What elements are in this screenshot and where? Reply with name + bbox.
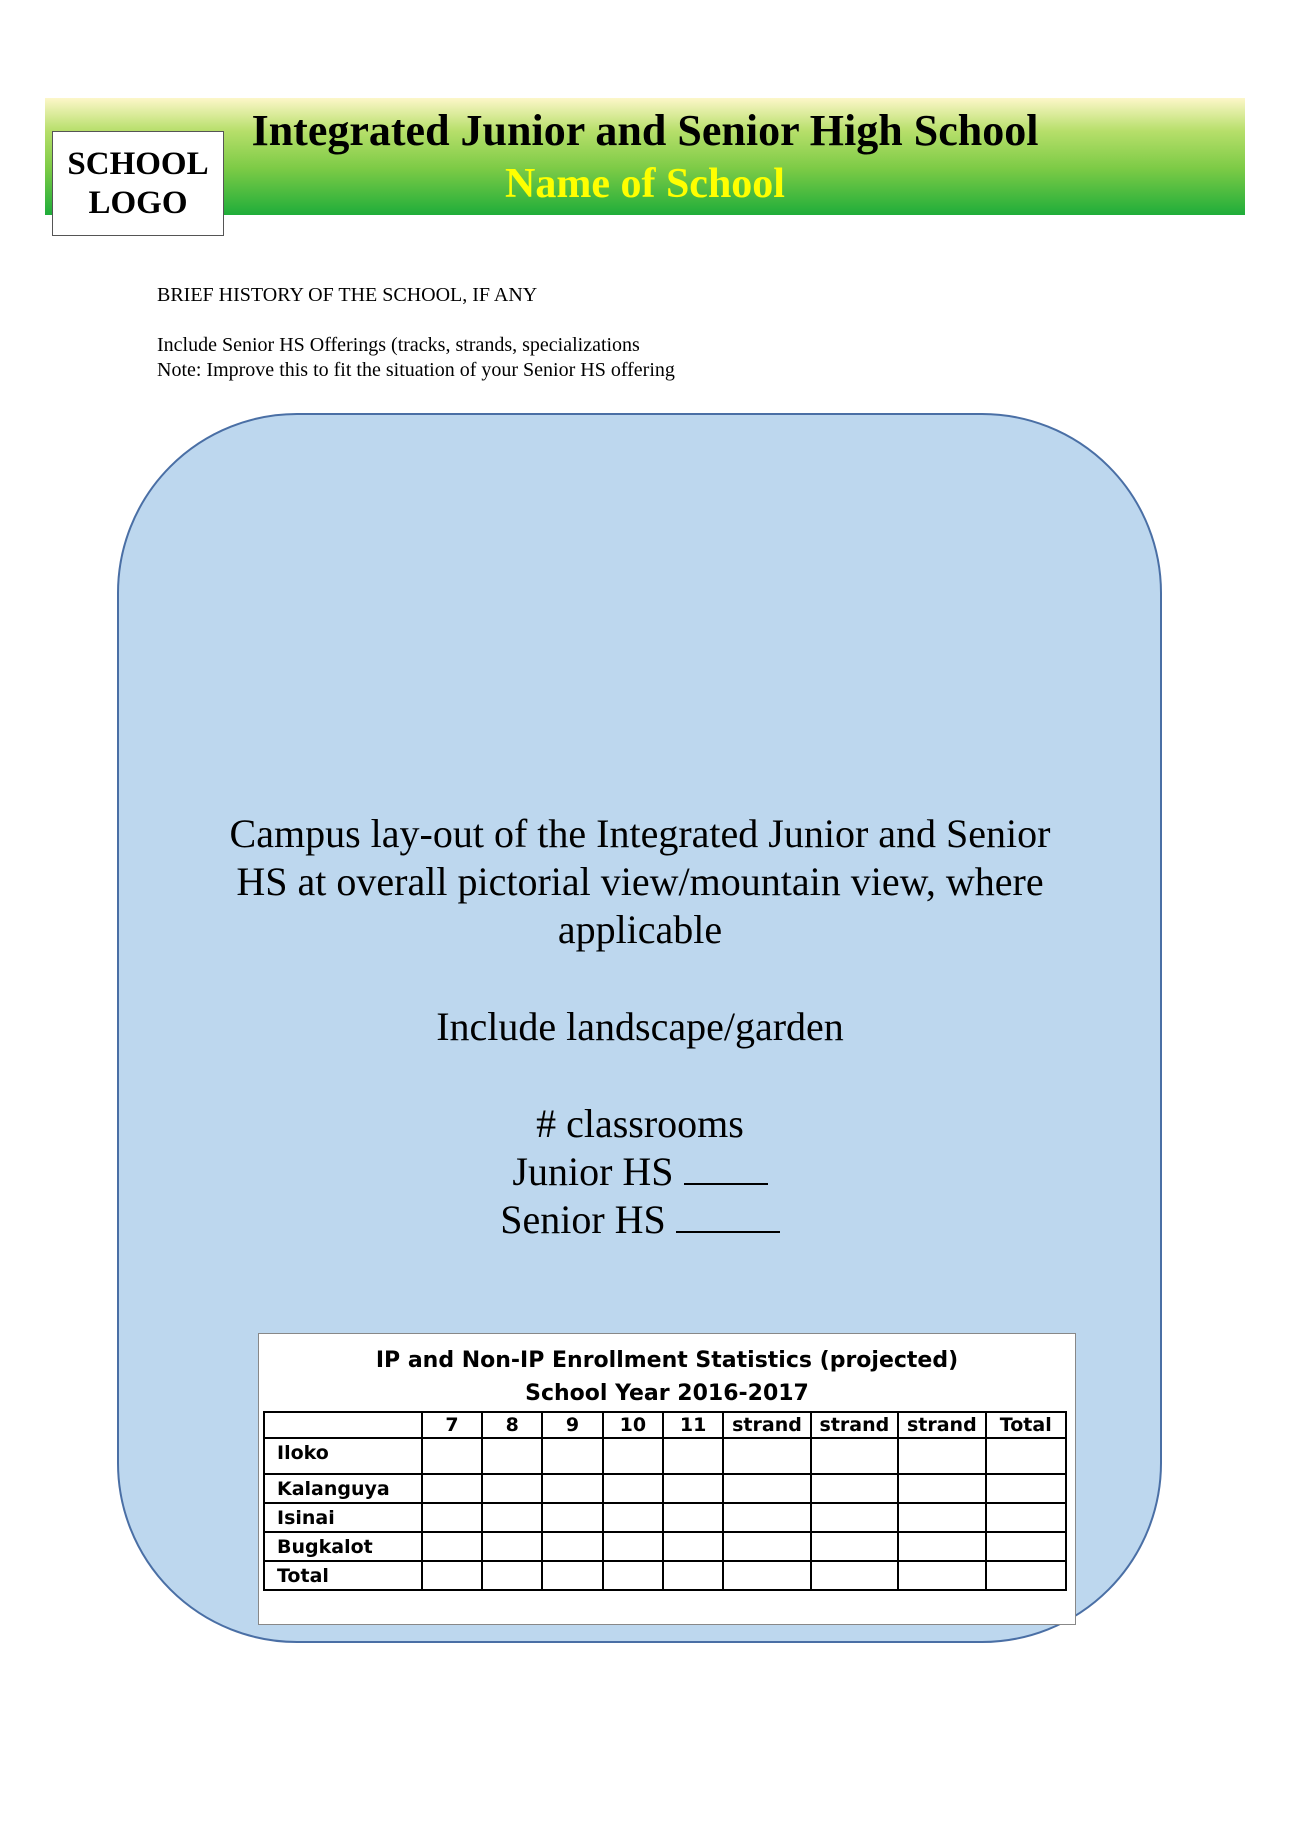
table-cell[interactable] (482, 1561, 542, 1590)
junior-hs-label: Junior HS (512, 1149, 684, 1194)
table-cell[interactable] (723, 1438, 810, 1474)
table-cell[interactable] (811, 1503, 898, 1532)
table-cell[interactable] (482, 1438, 542, 1474)
table-cell[interactable] (811, 1474, 898, 1503)
table-cell[interactable] (898, 1474, 985, 1503)
school-logo-placeholder (52, 131, 224, 236)
school-name: Name of School (505, 161, 785, 207)
table-row (264, 1438, 1066, 1474)
table-cell[interactable] (422, 1561, 482, 1590)
brief-history-heading: BRIEF HISTORY OF THE SCHOOL, IF ANY (157, 284, 538, 306)
table-cell[interactable] (542, 1561, 602, 1590)
table-row (264, 1532, 1066, 1561)
table-cell[interactable] (986, 1503, 1066, 1532)
table-cell[interactable] (663, 1474, 723, 1503)
table-cell[interactable] (811, 1438, 898, 1474)
landscape-note: Include landscape/garden (436, 1004, 844, 1049)
table-cell[interactable] (422, 1532, 482, 1561)
table-row (264, 1503, 1066, 1532)
table-cell[interactable] (542, 1474, 602, 1503)
table-cell[interactable] (422, 1474, 482, 1503)
enrollment-table (263, 1411, 1067, 1591)
table-cell[interactable] (603, 1503, 663, 1532)
table-cell[interactable] (723, 1561, 810, 1590)
table-cell[interactable] (723, 1474, 810, 1503)
column-header: strand (811, 1412, 898, 1438)
row-label: Iloko (264, 1438, 422, 1474)
campus-line-1: Campus lay-out of the Integrated Junior and Senior (229, 811, 1051, 856)
table-cell[interactable] (663, 1503, 723, 1532)
junior-hs-blank (684, 1149, 768, 1185)
campus-line-3: applicable (557, 907, 723, 952)
table-cell[interactable] (986, 1532, 1066, 1561)
table-cell[interactable] (603, 1474, 663, 1503)
classrooms-block (180, 1100, 1100, 1244)
table-cell[interactable] (986, 1438, 1066, 1474)
campus-line-2: HS at overall pictorial view/mountain view, where (236, 859, 1044, 904)
column-header: strand (723, 1412, 810, 1438)
column-header (264, 1412, 422, 1438)
table-cell[interactable] (663, 1532, 723, 1561)
offerings-line-1: Include Senior HS Offerings (tracks, strands, specializations (157, 334, 640, 356)
table-cell[interactable] (482, 1474, 542, 1503)
table-cell[interactable] (663, 1438, 723, 1474)
table-cell[interactable] (986, 1474, 1066, 1503)
table-cell[interactable] (422, 1503, 482, 1532)
table-cell[interactable] (898, 1503, 985, 1532)
table-cell[interactable] (723, 1532, 810, 1561)
table-cell[interactable] (723, 1503, 810, 1532)
classrooms-label: # classrooms (536, 1101, 744, 1146)
row-label: Isinai (264, 1503, 422, 1532)
junior-hs-line (180, 1148, 1100, 1196)
table-cell[interactable] (542, 1532, 602, 1561)
table-cell[interactable] (422, 1438, 482, 1474)
row-label: Kalanguya (264, 1474, 422, 1503)
table-cell[interactable] (898, 1532, 985, 1561)
table-cell[interactable] (811, 1532, 898, 1561)
senior-hs-label: Senior HS (500, 1197, 676, 1242)
table-cell[interactable] (482, 1532, 542, 1561)
table-cell[interactable] (811, 1561, 898, 1590)
senior-hs-blank (676, 1197, 780, 1233)
column-header: 9 (542, 1412, 602, 1438)
row-label: Total (264, 1561, 422, 1590)
column-header: strand (898, 1412, 985, 1438)
table-row (264, 1561, 1066, 1590)
table-cell[interactable] (603, 1438, 663, 1474)
enrollment-table-subtitle: School Year 2016-2017 (525, 1381, 809, 1406)
table-row (264, 1474, 1066, 1503)
table-header-row (264, 1412, 1066, 1438)
table-cell[interactable] (898, 1438, 985, 1474)
logo-line-1: SCHOOL (67, 145, 209, 182)
enrollment-table-title: IP and Non-IP Enrollment Statistics (projected) (375, 1348, 959, 1373)
table-cell[interactable] (482, 1503, 542, 1532)
column-header: 8 (482, 1412, 542, 1438)
offerings-note (157, 333, 675, 383)
column-header: 11 (663, 1412, 723, 1438)
logo-line-2: LOGO (88, 184, 188, 221)
column-header: Total (986, 1412, 1066, 1438)
column-header: 7 (422, 1412, 482, 1438)
column-header: 10 (603, 1412, 663, 1438)
table-cell[interactable] (603, 1532, 663, 1561)
table-cell[interactable] (542, 1438, 602, 1474)
row-label: Bugkalot (264, 1532, 422, 1561)
table-cell[interactable] (603, 1561, 663, 1590)
offerings-line-2: Note: Improve this to fit the situation of your Senior HS offering (157, 359, 675, 381)
table-cell[interactable] (663, 1561, 723, 1590)
table-cell[interactable] (542, 1503, 602, 1532)
senior-hs-line (180, 1196, 1100, 1244)
campus-layout-description (180, 810, 1100, 954)
table-cell[interactable] (986, 1561, 1066, 1590)
enrollment-table-title-block (259, 1344, 1075, 1410)
enrollment-statistics-card (258, 1333, 1076, 1625)
page-title: Integrated Junior and Senior High School (251, 106, 1039, 155)
table-cell[interactable] (898, 1561, 985, 1590)
